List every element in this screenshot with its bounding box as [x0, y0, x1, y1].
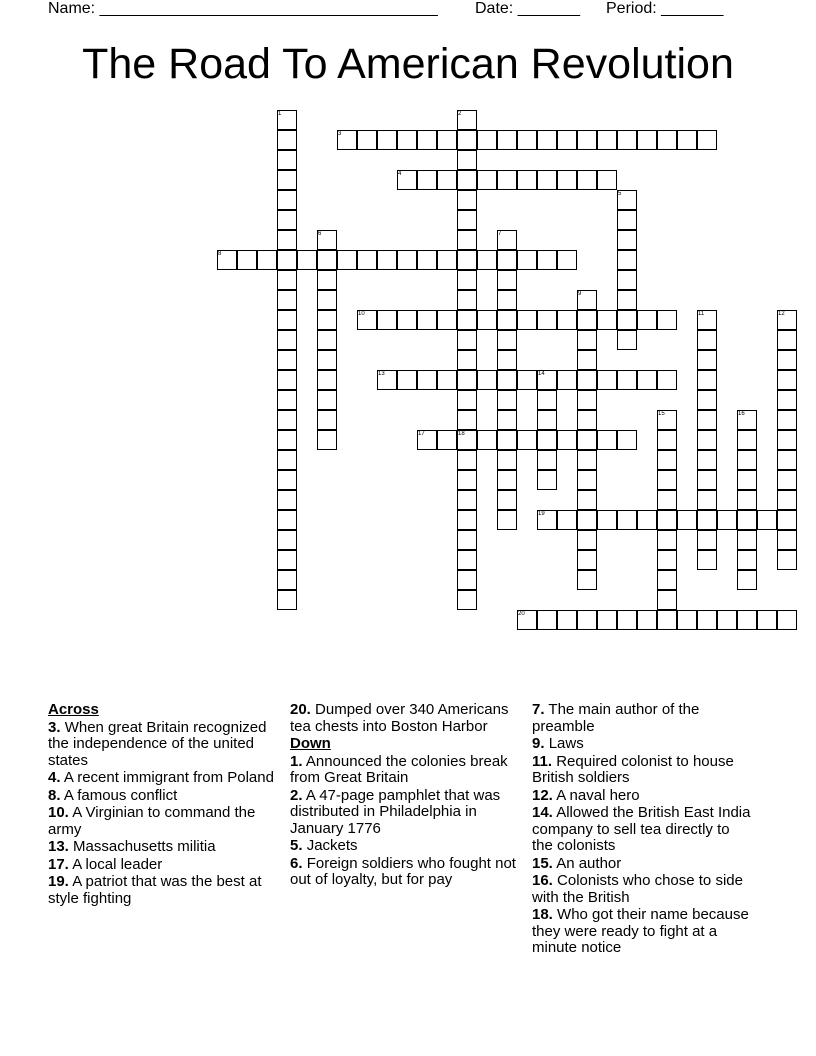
clue-number-label: 20 — [518, 611, 525, 617]
grid-cell[interactable] — [657, 610, 677, 630]
grid-cell[interactable] — [557, 310, 577, 330]
grid-cell[interactable] — [277, 150, 297, 170]
grid-cell[interactable] — [437, 370, 457, 390]
grid-cell[interactable] — [657, 370, 677, 390]
clue-number-label: 15 — [658, 411, 665, 417]
grid-cell[interactable] — [557, 610, 577, 630]
clue-down-11: 11. Required colonist to house British soldiers — [532, 752, 734, 786]
grid-cell[interactable] — [317, 270, 337, 290]
grid-cell[interactable] — [277, 430, 297, 450]
clue-down-9: 9. Laws — [532, 735, 584, 752]
grid-cell[interactable] — [597, 170, 617, 190]
grid-cell[interactable] — [457, 350, 477, 370]
clue-number-label: 14 — [538, 371, 545, 377]
grid-cell[interactable] — [277, 470, 297, 490]
grid-cell[interactable] — [277, 530, 297, 550]
grid-cell[interactable] — [717, 610, 737, 630]
grid-cell[interactable] — [497, 270, 517, 290]
grid-cell[interactable] — [777, 390, 797, 410]
grid-cell[interactable] — [397, 310, 417, 330]
clue-down-15: 15. An author — [532, 854, 622, 872]
grid-cell[interactable] — [517, 250, 537, 270]
grid-cell[interactable] — [457, 290, 477, 310]
grid-cell[interactable] — [457, 130, 477, 150]
grid-cell[interactable] — [257, 250, 277, 270]
grid-cell[interactable] — [277, 270, 297, 290]
grid-cell[interactable] — [617, 270, 637, 290]
grid-cell[interactable] — [577, 430, 597, 450]
grid-cell[interactable] — [277, 210, 297, 230]
grid-cell[interactable] — [537, 450, 557, 470]
grid-cell[interactable] — [657, 530, 677, 550]
grid-cell[interactable] — [757, 510, 777, 530]
clue-number-label: 5 — [618, 191, 622, 197]
grid-cell[interactable] — [417, 370, 437, 390]
grid-cell[interactable] — [497, 390, 517, 410]
clue-number-label: 1 — [278, 111, 282, 117]
grid-cell[interactable] — [697, 410, 717, 430]
grid-cell[interactable] — [497, 290, 517, 310]
grid-cell[interactable] — [277, 310, 297, 330]
grid-cell[interactable] — [277, 330, 297, 350]
grid-cell[interactable] — [577, 470, 597, 490]
grid-cell[interactable] — [517, 370, 537, 390]
grid-cell[interactable] — [477, 310, 497, 330]
grid-cell[interactable] — [697, 470, 717, 490]
grid-cell[interactable] — [497, 430, 517, 450]
clue-down-2: 2. A 47-page pamphlet that was distributed in Philadelphia in January 1776 — [290, 786, 501, 837]
grid-cell[interactable] — [577, 130, 597, 150]
across-heading: Across — [48, 701, 99, 718]
grid-cell[interactable] — [477, 370, 497, 390]
grid-cell[interactable] — [457, 490, 477, 510]
grid-cell[interactable] — [477, 170, 497, 190]
grid-cell[interactable] — [557, 170, 577, 190]
grid-cell[interactable] — [317, 430, 337, 450]
grid-cell[interactable] — [597, 370, 617, 390]
grid-cell[interactable] — [397, 250, 417, 270]
grid-cell[interactable] — [397, 130, 417, 150]
period-field-label[interactable]: Period: _______ — [606, 0, 724, 17]
grid-cell[interactable] — [377, 250, 397, 270]
grid-cell[interactable] — [557, 370, 577, 390]
grid-cell[interactable] — [437, 130, 457, 150]
grid-cell[interactable] — [657, 470, 677, 490]
grid-cell[interactable] — [517, 310, 537, 330]
clue-across-8: 8. A famous conflict — [48, 786, 178, 804]
grid-cell[interactable] — [277, 370, 297, 390]
grid-cell[interactable] — [457, 570, 477, 590]
grid-cell[interactable] — [517, 130, 537, 150]
grid-cell[interactable] — [497, 450, 517, 470]
grid-cell[interactable] — [277, 450, 297, 470]
grid-cell[interactable] — [777, 370, 797, 390]
grid-cell[interactable] — [617, 210, 637, 230]
grid-cell[interactable] — [457, 410, 477, 430]
grid-cell[interactable] — [737, 570, 757, 590]
grid-cell[interactable] — [617, 250, 637, 270]
grid-cell[interactable] — [277, 290, 297, 310]
grid-cell[interactable] — [657, 130, 677, 150]
clue-number-label: 7 — [498, 231, 502, 237]
grid-cell[interactable] — [457, 550, 477, 570]
grid-cell[interactable] — [357, 130, 377, 150]
grid-cell[interactable] — [777, 330, 797, 350]
grid-cell[interactable] — [777, 530, 797, 550]
grid-cell[interactable] — [617, 310, 637, 330]
grid-cell[interactable] — [637, 370, 657, 390]
grid-cell[interactable] — [457, 450, 477, 470]
grid-cell[interactable] — [637, 310, 657, 330]
clue-number-label: 3 — [338, 131, 342, 137]
grid-cell[interactable] — [657, 490, 677, 510]
grid-cell[interactable] — [457, 250, 477, 270]
grid-cell[interactable] — [477, 430, 497, 450]
grid-cell[interactable] — [677, 510, 697, 530]
grid-cell[interactable] — [277, 410, 297, 430]
grid-cell[interactable] — [597, 130, 617, 150]
clue-number-label: 11 — [698, 311, 705, 317]
grid-cell[interactable] — [557, 250, 577, 270]
clue-number-label: 13 — [378, 371, 385, 377]
clue-down-18: 18. Who got their name because they were ready to fight at a minute notice — [532, 906, 749, 956]
grid-cell[interactable] — [697, 430, 717, 450]
grid-cell[interactable] — [317, 310, 337, 330]
name-field-label[interactable]: Name: ______________________________________ — [48, 0, 438, 17]
grid-cell[interactable] — [777, 510, 797, 530]
grid-cell[interactable] — [497, 250, 517, 270]
clue-number-label: 12 — [778, 311, 785, 317]
grid-cell[interactable] — [697, 390, 717, 410]
grid-cell[interactable] — [577, 530, 597, 550]
clue-number-label: 9 — [578, 291, 582, 297]
grid-cell[interactable] — [617, 290, 637, 310]
grid-cell[interactable] — [657, 570, 677, 590]
grid-cell[interactable] — [777, 550, 797, 570]
grid-cell[interactable] — [737, 550, 757, 570]
clue-number-label: 4 — [398, 171, 402, 177]
grid-cell[interactable] — [457, 190, 477, 210]
clue-number-label: 8 — [218, 251, 222, 257]
grid-cell[interactable] — [697, 490, 717, 510]
grid-cell[interactable] — [697, 350, 717, 370]
grid-cell[interactable] — [737, 490, 757, 510]
grid-cell[interactable] — [577, 490, 597, 510]
grid-cell[interactable] — [277, 490, 297, 510]
grid-cell[interactable] — [537, 130, 557, 150]
grid-cell[interactable] — [657, 430, 677, 450]
grid-cell[interactable] — [417, 170, 437, 190]
grid-cell[interactable] — [497, 510, 517, 530]
grid-cell[interactable] — [437, 430, 457, 450]
grid-cell[interactable] — [317, 390, 337, 410]
grid-cell[interactable] — [537, 430, 557, 450]
grid-cell[interactable] — [777, 450, 797, 470]
grid-cell[interactable] — [457, 530, 477, 550]
grid-cell[interactable] — [317, 330, 337, 350]
grid-cell[interactable] — [697, 510, 717, 530]
grid-cell[interactable] — [537, 610, 557, 630]
grid-cell[interactable] — [737, 450, 757, 470]
clue-across-19: 19. A patriot that was the best at style fighting — [48, 873, 262, 907]
date-field-label[interactable]: Date: _______ — [475, 0, 580, 17]
grid-cell[interactable] — [657, 590, 677, 610]
grid-cell[interactable] — [277, 570, 297, 590]
grid-cell[interactable] — [297, 250, 317, 270]
grid-cell[interactable] — [337, 250, 357, 270]
clue-number-label: 19 — [538, 511, 545, 517]
grid-cell[interactable] — [497, 490, 517, 510]
clues-column-2 — [290, 702, 526, 890]
grid-cell[interactable] — [577, 570, 597, 590]
down-heading: Down — [290, 735, 331, 752]
grid-cell[interactable] — [477, 250, 497, 270]
clue-down-14: 14. Allowed the British East India company to sell tea directly to the colonists — [532, 804, 751, 854]
grid-cell[interactable] — [617, 430, 637, 450]
grid-cell[interactable] — [777, 430, 797, 450]
grid-cell[interactable] — [417, 130, 437, 150]
grid-cell[interactable] — [537, 250, 557, 270]
grid-cell[interactable] — [437, 170, 457, 190]
grid-cell[interactable] — [457, 590, 477, 610]
grid-cell[interactable] — [277, 510, 297, 530]
grid-cell[interactable] — [457, 270, 477, 290]
grid-cell[interactable] — [577, 370, 597, 390]
grid-cell[interactable] — [437, 310, 457, 330]
grid-cell[interactable] — [277, 350, 297, 370]
grid-cell[interactable] — [537, 390, 557, 410]
grid-cell[interactable] — [497, 470, 517, 490]
grid-cell[interactable] — [557, 510, 577, 530]
grid-cell[interactable] — [737, 430, 757, 450]
grid-cell[interactable] — [697, 130, 717, 150]
grid-cell[interactable] — [457, 230, 477, 250]
grid-cell[interactable] — [777, 470, 797, 490]
grid-cell[interactable] — [477, 130, 497, 150]
grid-cell[interactable] — [537, 410, 557, 430]
puzzle-title: The Road To American Revolution — [82, 40, 734, 88]
grid-cell[interactable] — [597, 310, 617, 330]
grid-cell[interactable] — [577, 390, 597, 410]
grid-cell[interactable] — [377, 310, 397, 330]
grid-cell[interactable] — [537, 470, 557, 490]
grid-cell[interactable] — [617, 330, 637, 350]
grid-cell[interactable] — [497, 170, 517, 190]
grid-cell[interactable] — [457, 470, 477, 490]
grid-cell[interactable] — [617, 370, 637, 390]
grid-cell[interactable] — [277, 230, 297, 250]
grid-cell[interactable] — [457, 170, 477, 190]
grid-cell[interactable] — [737, 530, 757, 550]
grid-cell[interactable] — [317, 290, 337, 310]
clue-number-label: 6 — [318, 231, 322, 237]
grid-cell[interactable] — [317, 350, 337, 370]
grid-cell[interactable] — [457, 310, 477, 330]
clue-across-13: 13. Massachusetts militia — [48, 838, 216, 855]
grid-cell[interactable] — [317, 370, 337, 390]
grid-cell[interactable] — [597, 430, 617, 450]
grid-cell[interactable] — [417, 250, 437, 270]
clue-down-7: 7. The main author of the preamble — [532, 701, 700, 735]
clue-number-label: 17 — [418, 431, 425, 437]
grid-cell[interactable] — [497, 410, 517, 430]
grid-cell[interactable] — [457, 390, 477, 410]
clue-across-10: 10. A Virginian to command the army — [48, 804, 256, 838]
grid-cell[interactable] — [657, 450, 677, 470]
grid-cell[interactable] — [577, 450, 597, 470]
grid-cell[interactable] — [617, 230, 637, 250]
grid-cell[interactable] — [497, 130, 517, 150]
grid-cell[interactable] — [317, 250, 337, 270]
grid-cell[interactable] — [777, 490, 797, 510]
grid-cell[interactable] — [437, 250, 457, 270]
grid-cell[interactable] — [277, 130, 297, 150]
grid-cell[interactable] — [637, 510, 657, 530]
grid-cell[interactable] — [617, 510, 637, 530]
clue-number-label: 2 — [458, 111, 462, 117]
clue-down-12: 12. A naval hero — [532, 786, 640, 804]
grid-cell[interactable] — [737, 610, 757, 630]
grid-cell[interactable] — [317, 410, 337, 430]
clue-across-4: 4. A recent immigrant from Poland — [48, 769, 274, 786]
grid-cell[interactable] — [677, 130, 697, 150]
grid-cell[interactable] — [597, 610, 617, 630]
clue-down-1: 1. Announced the colonies break from Great Britain — [290, 752, 508, 786]
grid-cell[interactable] — [277, 590, 297, 610]
grid-cell[interactable] — [457, 330, 477, 350]
grid-cell[interactable] — [697, 550, 717, 570]
grid-cell[interactable] — [417, 310, 437, 330]
grid-cell[interactable] — [697, 530, 717, 550]
grid-cell[interactable] — [577, 310, 597, 330]
grid-cell[interactable] — [557, 430, 577, 450]
grid-cell[interactable] — [617, 610, 637, 630]
grid-cell[interactable] — [777, 410, 797, 430]
clue-down-6: 6. Foreign soldiers who fought not out of loyalty, but for pay — [290, 854, 516, 888]
clues-column-3 — [532, 702, 752, 958]
grid-cell[interactable] — [497, 310, 517, 330]
clue-down-16: 16. Colonists who chose to side with the British — [532, 872, 743, 906]
clue-number-label: 10 — [358, 311, 365, 317]
grid-cell[interactable] — [577, 510, 597, 530]
grid-cell[interactable] — [577, 550, 597, 570]
grid-cell[interactable] — [697, 610, 717, 630]
grid-cell[interactable] — [697, 450, 717, 470]
grid-cell[interactable] — [537, 310, 557, 330]
grid-cell[interactable] — [497, 350, 517, 370]
grid-cell[interactable] — [717, 510, 737, 530]
grid-cell[interactable] — [277, 390, 297, 410]
grid-cell[interactable] — [277, 250, 297, 270]
grid-cell[interactable] — [597, 510, 617, 530]
grid-cell[interactable] — [777, 610, 797, 630]
clue-down-5: 5. Jackets — [290, 837, 358, 854]
grid-cell[interactable] — [497, 370, 517, 390]
clue-across-20: 20. Dumped over 340 Americans tea chests into Boston Harbor — [290, 701, 509, 735]
grid-cell[interactable] — [497, 330, 517, 350]
grid-cell[interactable] — [657, 550, 677, 570]
grid-cell[interactable] — [277, 170, 297, 190]
grid-cell[interactable] — [277, 550, 297, 570]
grid-cell[interactable] — [397, 370, 417, 390]
clue-across-3: 3. When great Britain recognized the independence of the united states — [48, 718, 267, 769]
clue-number-label: 18 — [458, 431, 465, 437]
grid-cell[interactable] — [697, 370, 717, 390]
grid-cell[interactable] — [757, 610, 777, 630]
grid-cell[interactable] — [577, 610, 597, 630]
grid-cell[interactable] — [237, 250, 257, 270]
grid-cell[interactable] — [737, 470, 757, 490]
clue-across-17: 17. A local leader — [48, 855, 163, 873]
grid-cell[interactable] — [357, 250, 377, 270]
grid-cell[interactable] — [457, 370, 477, 390]
grid-cell[interactable] — [657, 310, 677, 330]
grid-cell[interactable] — [637, 130, 657, 150]
grid-cell[interactable] — [617, 130, 637, 150]
grid-cell[interactable] — [537, 170, 557, 190]
grid-cell[interactable] — [517, 430, 537, 450]
clue-number-label: 16 — [738, 411, 745, 417]
grid-cell[interactable] — [677, 610, 697, 630]
grid-cell[interactable] — [577, 410, 597, 430]
grid-cell[interactable] — [777, 350, 797, 370]
grid-cell[interactable] — [377, 130, 397, 150]
grid-cell[interactable] — [577, 170, 597, 190]
grid-cell[interactable] — [657, 510, 677, 530]
grid-cell[interactable] — [517, 170, 537, 190]
grid-cell[interactable] — [557, 130, 577, 150]
grid-cell[interactable] — [277, 190, 297, 210]
grid-cell[interactable] — [577, 350, 597, 370]
clues-column-1 — [48, 702, 278, 908]
grid-cell[interactable] — [577, 330, 597, 350]
grid-cell[interactable] — [637, 610, 657, 630]
grid-cell[interactable] — [697, 330, 717, 350]
grid-cell[interactable] — [737, 510, 757, 530]
grid-cell[interactable] — [457, 150, 477, 170]
grid-cell[interactable] — [457, 210, 477, 230]
grid-cell[interactable] — [457, 510, 477, 530]
